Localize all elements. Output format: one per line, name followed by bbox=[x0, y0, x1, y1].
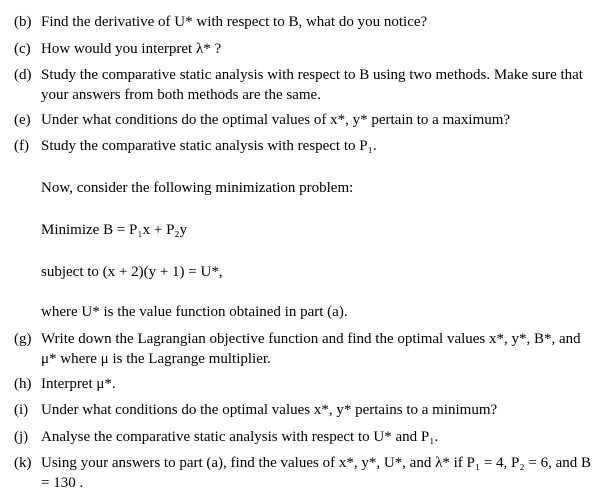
question-label: (g) bbox=[14, 331, 32, 347]
question-text: Write down the Lagrangian objective function and find the optimal values x*, y*, B*, and μ* where μ is the Lagrange multiplier. bbox=[41, 331, 581, 367]
question-text: Interpret μ*. bbox=[41, 376, 116, 392]
question-text: How would you interpret λ* ? bbox=[41, 41, 222, 57]
question-label: (h) bbox=[14, 376, 32, 392]
where-text: where U* is the value function obtained in part (a). bbox=[41, 304, 348, 320]
question-text: Using your answers to part (a), find the values of x*, y*, U*, and λ* if P₁ = 4, P₂ = 6, and B = 130 . bbox=[41, 455, 591, 491]
question-label: (d) bbox=[14, 67, 32, 83]
question-text: Study the comparative static analysis with respect to B using two methods. Make sure that your answers from both methods are the same. bbox=[41, 67, 583, 103]
constraint-line: subject to (x + 2)(y + 1) = U*, bbox=[41, 264, 223, 280]
question-text: Under what conditions do the optimal values of x*, y* pertain to a maximum? bbox=[41, 112, 511, 128]
intro-text: Now, consider the following minimization problem: bbox=[41, 180, 354, 196]
question-label: (c) bbox=[14, 41, 31, 57]
question-label: (i) bbox=[14, 402, 29, 418]
question-text: Study the comparative static analysis with respect to P₁. bbox=[41, 138, 377, 154]
question-text: Analyse the comparative static analysis with respect to U* and P₁. bbox=[41, 429, 439, 445]
objective-line: Minimize B = P₁x + P₂y bbox=[41, 222, 188, 238]
question-label: (e) bbox=[14, 112, 31, 128]
question-text: Under what conditions do the optimal values x*, y* pertains to a minimum? bbox=[41, 402, 498, 418]
question-label: (f) bbox=[14, 138, 29, 154]
question-label: (b) bbox=[14, 14, 32, 30]
question-label: (j) bbox=[14, 429, 29, 445]
question-label: (k) bbox=[14, 455, 32, 471]
question-text: Find the derivative of U* with respect to B, what do you notice? bbox=[41, 14, 428, 30]
